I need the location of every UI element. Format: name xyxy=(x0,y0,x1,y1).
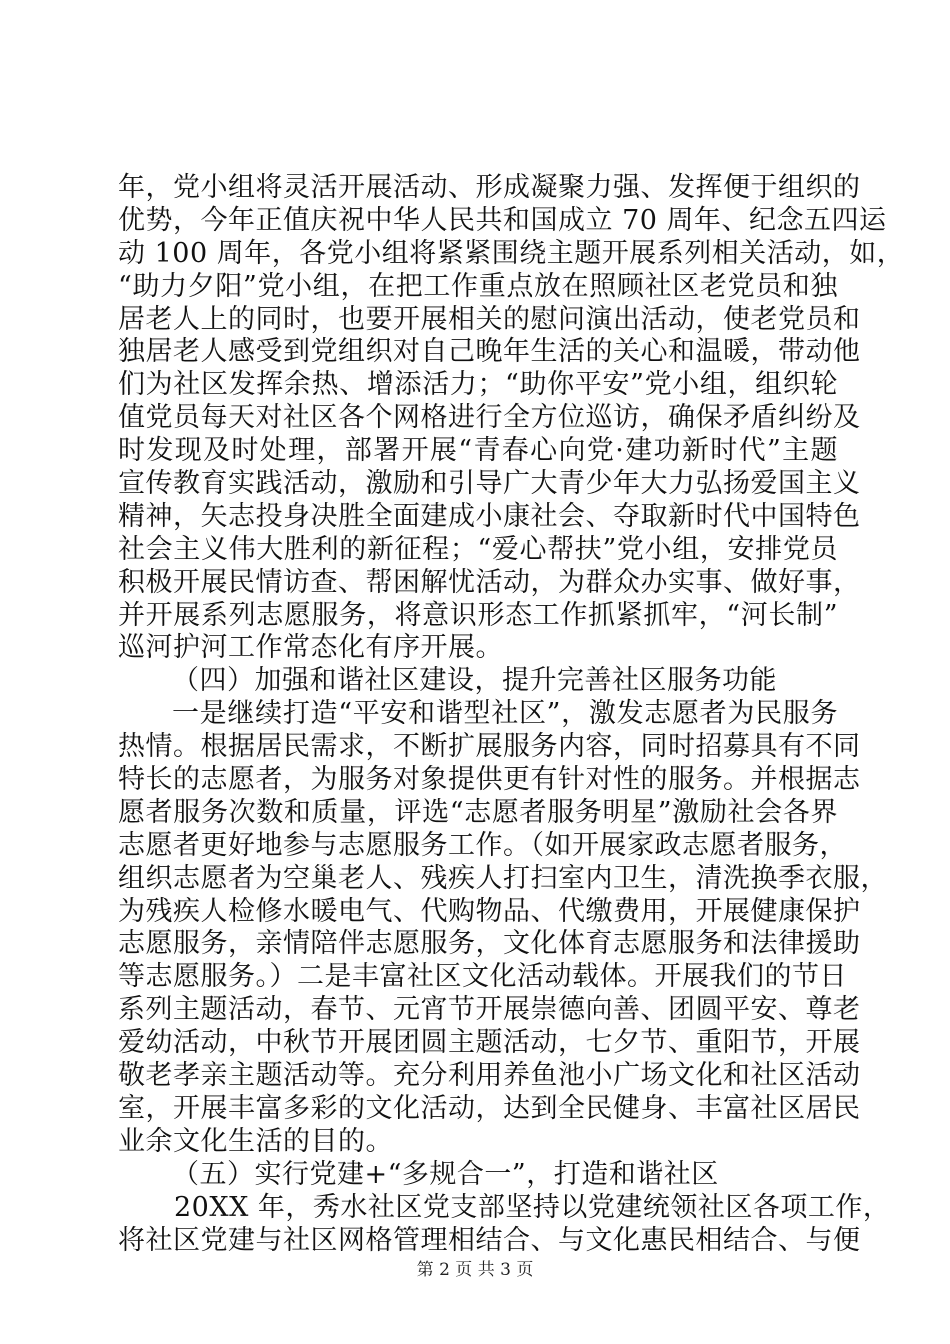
paragraph-line: 社会主义伟大胜利的新征程；“爱心帮扶”党小组，安排党员 xyxy=(118,533,838,565)
paragraph-line: 热情。根据居民需求，不断扩展服务内容，同时招募具有不同 xyxy=(118,731,861,763)
paragraph-line: 等志愿服务。）二是丰富社区文化活动载体。开展我们的节日 xyxy=(118,961,847,993)
paragraph-line: 优势，今年正值庆祝中华人民共和国成立 70 周年、纪念五四运 xyxy=(118,204,887,236)
paragraph-line: 室，开展丰富多彩的文化活动，达到全民健身、丰富社区居民 xyxy=(118,1092,861,1124)
paragraph-line: 年，党小组将灵活开展活动、形成凝聚力强、发挥便于组织的 xyxy=(118,172,861,203)
paragraph-line: 志愿者更好地参与志愿服务工作。（如开展家政志愿者服务， xyxy=(118,829,847,861)
paragraph-line: 动 100 周年，各党小组将紧紧围绕主题开展系列相关活动，如， xyxy=(118,237,905,269)
body-text xyxy=(118,172,905,1257)
paragraph-line: 精神，矢志投身决胜全面建成小康社会、夺取新时代中国特色 xyxy=(118,500,861,532)
paragraph-line: 特长的志愿者，为服务对象提供更有针对性的服务。并根据志 xyxy=(118,764,861,796)
paragraph-line: 敬老孝亲主题活动等。充分利用养鱼池小广场文化和社区活动 xyxy=(118,1060,861,1092)
paragraph-line: 积极开展民情访查、帮困解忧活动，为群众办实事、做好事， xyxy=(118,566,861,598)
paragraph-line: 宣传教育实践活动，激励和引导广大青少年大力弘扬爱国主义 xyxy=(118,468,861,500)
paragraph-line: 时发现及时处理，部署开展“青春心向党·建功新时代”主题 xyxy=(118,435,838,467)
paragraph-line: 为残疾人检修水暖电气、代购物品、代缴费用，开展健康保护 xyxy=(118,895,861,927)
paragraph-line: 们为社区发挥余热、增添活力；“助你平安”党小组，组织轮 xyxy=(118,369,838,401)
section-heading: （五）实行党建+“多规合一”，打造和谐社区 xyxy=(172,1158,719,1190)
paragraph-line: 志愿服务，亲情陪伴志愿服务，文化体育志愿服务和法律援助 xyxy=(118,928,861,960)
paragraph-line: 独居老人感受到党组织对自己晚年生活的关心和温暖，带动他 xyxy=(118,336,861,368)
paragraph-line: 20XX 年，秀水社区党支部坚持以党建统领社区各项工作， xyxy=(174,1191,891,1223)
paragraph-line: 爱幼活动，中秋节开展团圆主题活动，七夕节、重阳节，开展 xyxy=(118,1027,861,1059)
paragraph-line: 值党员每天对社区各个网格进行全方位巡访，确保矛盾纠纷及 xyxy=(118,402,861,434)
paragraph-line: 居老人上的同时，也要开展相关的慰问演出活动，使老党员和 xyxy=(118,303,861,335)
paragraph-line: “助力夕阳”党小组，在把工作重点放在照顾社区老党员和独 xyxy=(118,270,838,302)
section-heading: （四）加强和谐社区建设，提升完善社区服务功能 xyxy=(172,665,777,697)
paragraph-line: 业余文化生活的目的。 xyxy=(118,1125,393,1157)
paragraph-line: 一是继续打造“平安和谐型社区”，激发志愿者为民服务 xyxy=(172,698,838,730)
page-number-footer: 第 2 页 共 3 页 xyxy=(416,1260,534,1280)
paragraph-line: 系列主题活动，春节、元宵节开展崇德向善、团圆平安、尊老 xyxy=(118,994,861,1026)
paragraph-line: 并开展系列志愿服务，将意识形态工作抓紧抓牢，“河长制” xyxy=(118,599,838,631)
paragraph-line: 愿者服务次数和质量，评选“志愿者服务明星”激励社会各界 xyxy=(118,796,838,828)
paragraph-line: 组织志愿者为空巢老人、残疾人打扫室内卫生，清洗换季衣服， xyxy=(118,862,888,894)
paragraph-line: 巡河护河工作常态化有序开展。 xyxy=(118,632,503,664)
paragraph-line: 将社区党建与社区网格管理相结合、与文化惠民相结合、与便 xyxy=(118,1224,861,1256)
